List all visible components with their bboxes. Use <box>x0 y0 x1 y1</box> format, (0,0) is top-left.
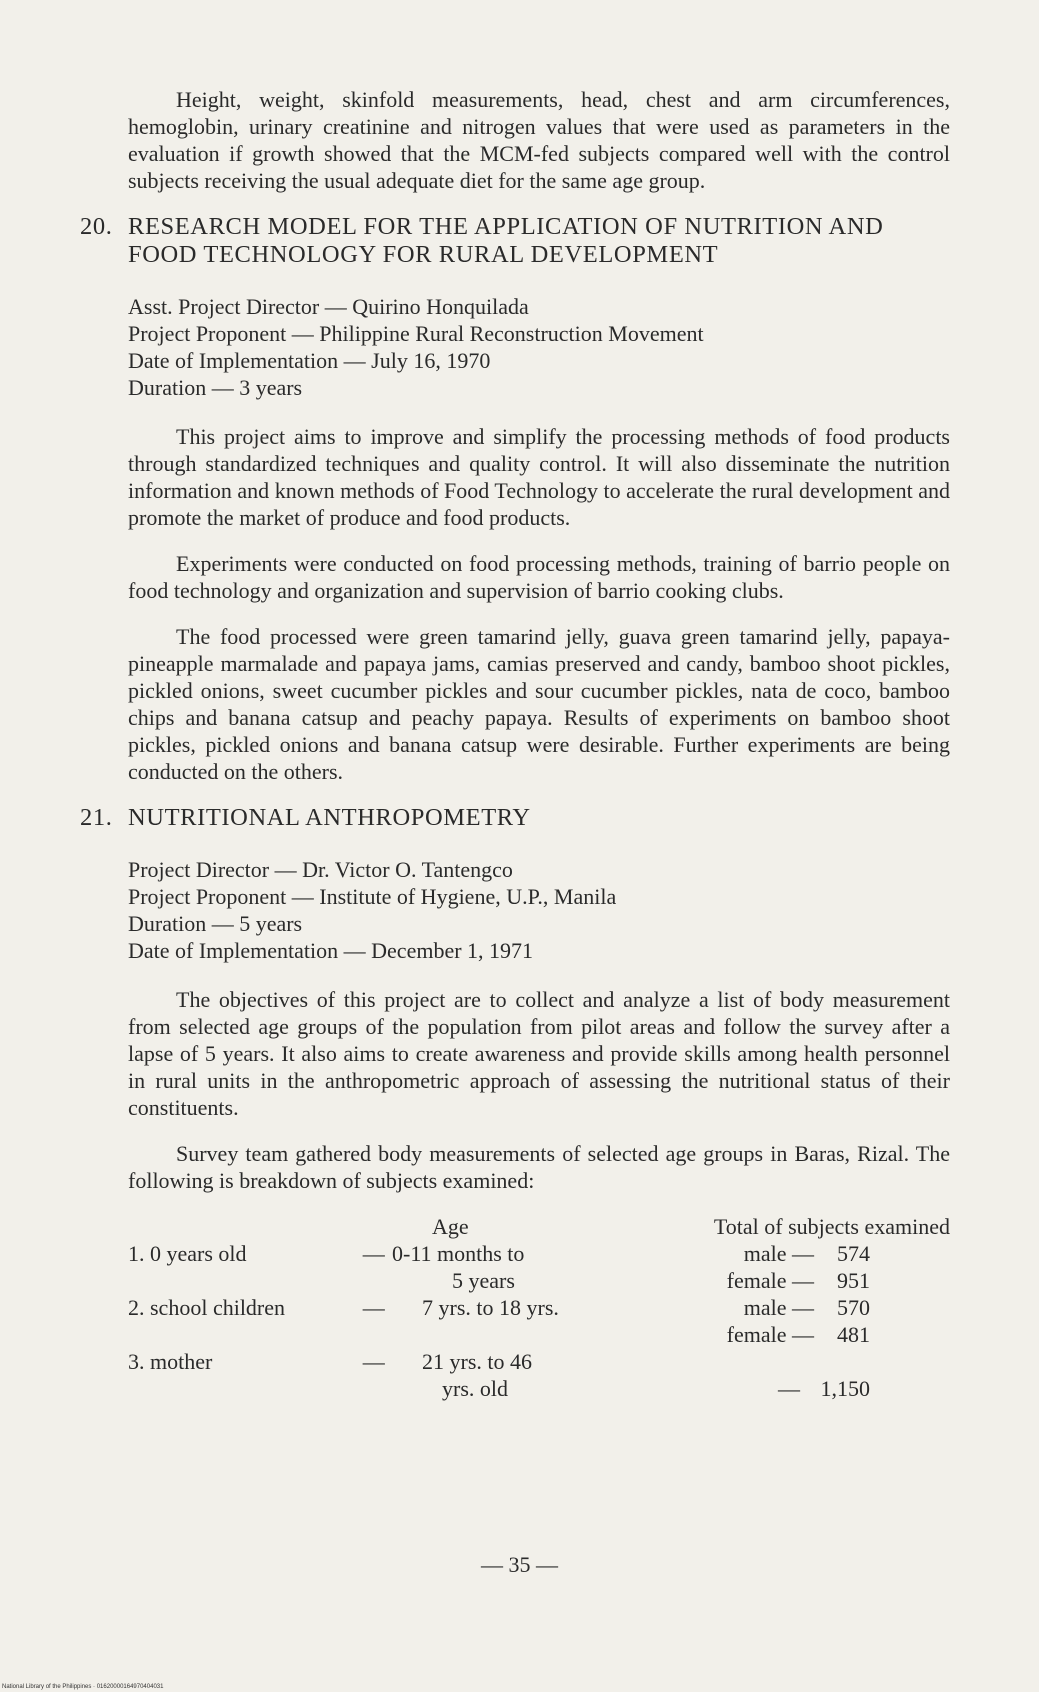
male-label: male — <box>743 1241 814 1266</box>
meta-line: Date of Implementation — December 1, 1971 <box>128 938 534 963</box>
age-range <box>392 1240 675 1294</box>
age-line: 0-11 months to <box>392 1241 525 1266</box>
meta-line: Project Proponent — Philippine Rural Reconstruction Movement <box>128 321 704 346</box>
age-line: yrs. old <box>442 1376 509 1401</box>
section-20-meta <box>128 293 950 401</box>
section-20-number: 20. <box>80 213 113 240</box>
section-21-paragraph: The objectives of this project are to collect and analyze a list of body measurement from selected age groups of the population from pilot areas and follow the survey after a lapse of 5 years. It also aims to create awareness and provide skills among health personnel in rural units in the anthropometric approach of assessing the nutritional status of their constituents. <box>128 987 950 1120</box>
table-row <box>128 1348 950 1402</box>
section-20-paragraph: The food processed were green tamarind jelly, guava green tamarind jelly, papaya-pineapple marmalade and papaya jams, camias preserved and candy, bamboo shoot pickles, pickled onions, sweet cucumber pickles and sour cucumber pickles, nata de coco, bamboo chips and banana catsup and peachy papaya. Results of experiments on bamboo shoot pickles, pickled onions and banana catsup were desirable. Further experiments are being conducted on the others. <box>128 624 950 784</box>
meta-line: Duration — 5 years <box>128 911 303 936</box>
table-row <box>128 1240 950 1294</box>
male-value: 574 <box>837 1241 870 1266</box>
subject-counts <box>675 1348 950 1402</box>
page-number: — 35 — <box>481 1552 558 1577</box>
age-header: Age <box>432 1214 469 1239</box>
section-20-paragraph: Experiments were conducted on food processing methods, training of barrio people on food technology and organization and supervision of barrio cooking clubs. <box>128 551 950 603</box>
section-21-meta <box>128 856 950 964</box>
section-21-title: NUTRITIONAL ANTHROPOMETRY <box>128 804 531 831</box>
section-20-paragraph: This project aims to improve and simplify the processing methods of food products through standardized techniques and quality control. It will also disseminate the nutrition information and known methods of Food Technology to accelerate the rural development and promote the market of produce and food products. <box>128 424 950 530</box>
document-page <box>80 86 950 1402</box>
group-label: 1. 0 years old <box>128 1241 247 1266</box>
group-label: 3. mother <box>128 1349 213 1374</box>
age-line: 5 years <box>452 1268 515 1293</box>
total-header: Total of subjects examined <box>713 1214 950 1239</box>
male-value: 570 <box>837 1295 870 1320</box>
section-20-heading <box>80 213 950 269</box>
age-line: 21 yrs. to 46 <box>422 1349 533 1374</box>
age-range <box>392 1294 675 1348</box>
subject-counts <box>675 1240 950 1294</box>
row-dash: — <box>362 1349 385 1374</box>
age-range <box>392 1348 675 1402</box>
table-row <box>128 1294 950 1348</box>
female-value: 481 <box>837 1322 870 1347</box>
female-label: female — <box>726 1268 814 1293</box>
female-label: female — <box>726 1322 814 1347</box>
subject-counts <box>675 1294 950 1348</box>
table-header-row <box>128 1213 950 1240</box>
section-21-number: 21. <box>80 804 113 831</box>
row-dash: — <box>362 1295 385 1320</box>
row-dash: — <box>362 1241 385 1266</box>
library-credit: National Library of the Philippines · 01620000164970404031 <box>2 1684 164 1690</box>
meta-line: Project Proponent — Institute of Hygiene, U.P., Manila <box>128 884 617 909</box>
subjects-table <box>128 1213 950 1402</box>
section-21-heading <box>80 804 950 832</box>
intro-paragraph: Height, weight, skinfold measurements, head, chest and arm circumferences, hemoglobin, urinary creatinine and nitrogen values that were used as parameters in the evaluation if growth showed that the MCM-fed subjects compared well with the control subjects receiving the usual adequate diet for the same age group. <box>128 87 950 193</box>
meta-line: Duration — 3 years <box>128 375 303 400</box>
group-label: 2. school children <box>128 1295 286 1320</box>
meta-line: Asst. Project Director — Quirino Honquilada <box>128 294 529 319</box>
section-20-title: RESEARCH MODEL FOR THE APPLICATION OF NUTRITION AND FOOD TECHNOLOGY FOR RURAL DEVELOPMENT <box>128 213 884 268</box>
male-label: male — <box>743 1295 814 1320</box>
meta-line: Date of Implementation — July 16, 1970 <box>128 348 491 373</box>
meta-line: Project Director — Dr. Victor O. Tantengco <box>128 857 513 882</box>
total-label: — <box>778 1376 800 1401</box>
section-21-paragraph: Survey team gathered body measurements of selected age groups in Baras, Rizal. The following is breakdown of subjects examined: <box>128 1141 950 1193</box>
total-value: 1,150 <box>820 1376 870 1401</box>
female-value: 951 <box>837 1268 870 1293</box>
age-line: 7 yrs. to 18 yrs. <box>422 1295 559 1320</box>
